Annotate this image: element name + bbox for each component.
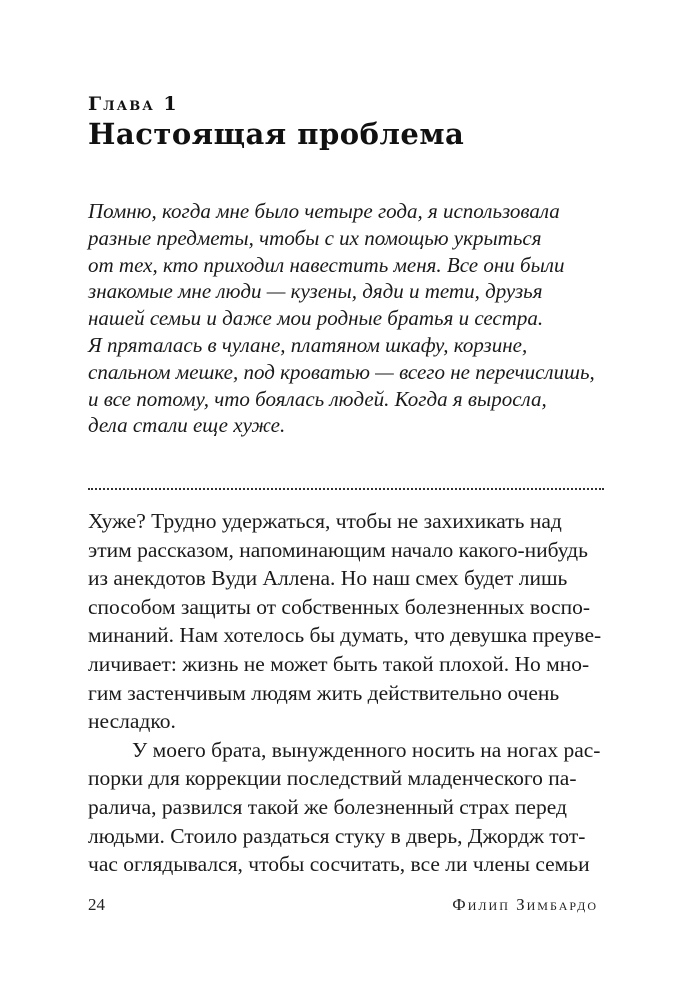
epigraph-line: знакомые мне люди — кузены, дяди и тети, друзья [88, 279, 543, 304]
body-line: из анекдотов Вуди Аллена. Но наш смех будет лишь [88, 566, 568, 591]
epigraph-line: разные предметы, чтобы с их помощью укрыться [88, 225, 542, 250]
epigraph-line: от тех, кто приходил навестить меня. Все они были [88, 252, 565, 277]
body-line: людьми. Стоило раздаться стуку в дверь, Джордж тот- [88, 823, 586, 848]
epigraph-line: и все потому, что боялась людей. Когда я выросла, [88, 386, 547, 411]
body-line: Хуже? Трудно удержаться, чтобы не захихикать над [88, 509, 562, 533]
chapter-title: Настоящая проблема [88, 117, 465, 151]
epigraph-line: дела стали еще хуже. [88, 413, 286, 438]
epigraph-line: Помню, когда мне было четыре года, я использовала [88, 199, 560, 223]
page-number: 24 [88, 895, 105, 914]
epigraph [88, 198, 628, 439]
body-line: У моего брата, вынужденного носить на ногах рас- [132, 737, 601, 762]
body-line: минаний. Нам хотелось бы думать, что девушка преуве- [88, 623, 602, 648]
body-line: личивает: жизнь не может быть такой плохой. Но мно- [88, 651, 590, 676]
epigraph-line: нашей семьи и даже мои родные братья и сестра. [88, 306, 544, 331]
epigraph-line: спальном мешке, под кроватью — всего не перечислишь, [88, 359, 595, 384]
body-line: этим рассказом, напоминающим начало какого-нибудь [88, 537, 588, 562]
chapter-label: Глава 1 [88, 93, 179, 115]
body-line: способом защиты от собственных болезненных воспо- [88, 594, 591, 619]
dotted-divider [88, 488, 604, 490]
body-line: порки для коррекции последствий младенческого па- [88, 766, 577, 791]
body-line: час оглядывался, чтобы сосчитать, все ли члены семьи [88, 852, 590, 877]
body-line: ралича, развился такой же болезненный страх перед [88, 794, 567, 819]
body-line: гим застенчивым людям жить действительно очень [88, 680, 560, 705]
running-head: Филип Зимбардо [452, 895, 598, 914]
body-text [88, 507, 608, 879]
epigraph-line: Я пряталась в чулане, платяном шкафу, корзине, [88, 332, 528, 357]
body-line: несладко. [88, 709, 176, 734]
